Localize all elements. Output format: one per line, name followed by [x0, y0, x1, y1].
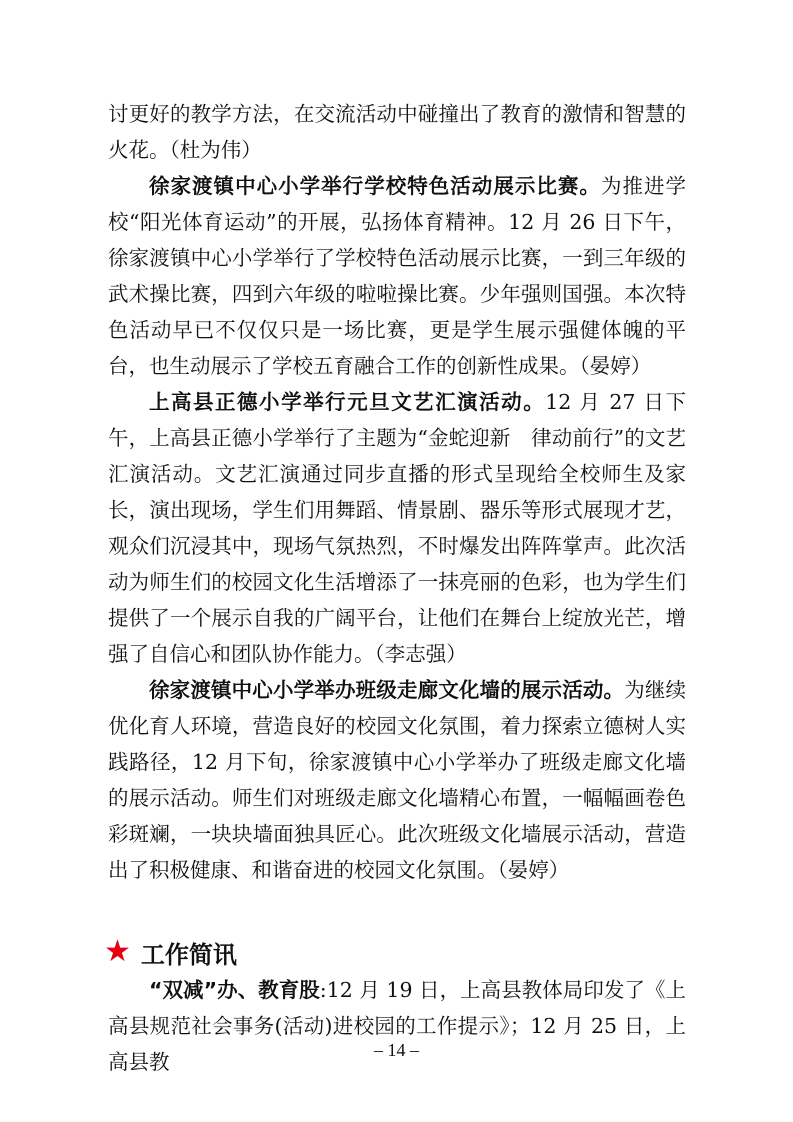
news-item-heading: 徐家渡镇中心小学举行学校特色活动展示比赛。 — [149, 174, 601, 198]
news-item-heading: 上高县正德小学举行元旦文艺汇演活动。 — [149, 390, 546, 414]
document-page — [104, 96, 687, 1080]
paragraph-text: 讨更好的教学方法，在交流活动中碰撞出了教育的激情和智慧的火花。（杜为伟） — [108, 102, 686, 162]
section-title-text: 工作简讯 — [140, 940, 237, 969]
news-item-text: 12 月 27 日下午，上高县正德小学举行了主题为“金蛇迎新 律动前行”的文艺汇演活动。文艺汇演通过同步直播的形式呈现给全校师生及家长，演出现场，学生们用舞蹈、情景剧、器乐等形式展现才艺，观众们沉浸其中，现场气氛热烈，不时爆发出阵阵掌声。此次活动为师生们的校园文化生活增添了一抹亮丽的色彩，也为学生们提供了一个展示自我的广阔平台，让他们在舞台上绽放光芒，增强了自信心和团队协作能力。（李志强） — [108, 390, 686, 666]
news-item-sports-competition — [108, 168, 686, 384]
section-title — [104, 932, 686, 972]
paragraph-continuation — [108, 96, 686, 168]
page-number: – 14 – — [374, 1040, 419, 1060]
news-item-text: 为继续优化育人环境，营造良好的校园文化氛围，着力探索立德树人实践路径，12 月下旬，徐家渡镇中心小学举办了班级走廊文化墙的展示活动。师生们对班级走廊文化墙精心布置，一幅幅画卷色彩斑斓，一块块墙面独具匠心。此次班级文化墙展示活动，营造出了积极健康、和谐奋进的校园文化氛围。（晏婷） — [108, 678, 687, 882]
brief-item-heading: “双减”办、教育股 — [149, 978, 320, 1002]
brief-item-double-reduction — [108, 972, 686, 1080]
news-item-culture-wall — [108, 672, 686, 888]
news-item-text: 为推进学校“阳光体育运动”的开展，弘扬体育精神。12 月 26 日下午，徐家渡镇中心小学举行了学校特色活动展示比赛，一到三年级的武术操比赛，四到六年级的啦啦操比赛。少年强则国强。本次特色活动早已不仅仅只是一场比赛，更是学生展示强健体魄的平台，也生动展示了学校五育融合工作的创新性成果。（晏婷） — [108, 174, 686, 378]
star-icon: ★ — [104, 934, 131, 969]
news-item-new-year-performance — [108, 384, 686, 672]
news-item-heading: 徐家渡镇中心小学举办班级走廊文化墙的展示活动。 — [149, 678, 625, 702]
brief-item-text: :12 月 19 日，上高县教体局印发了《上高县规范社会事务(活动)进校园的工作提示》；12 月 25 日，上高县教 — [108, 978, 686, 1074]
